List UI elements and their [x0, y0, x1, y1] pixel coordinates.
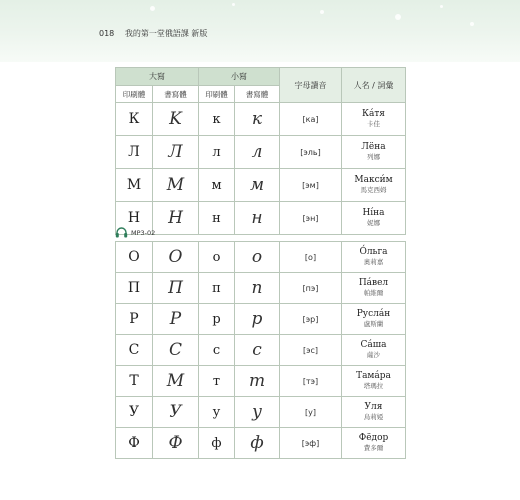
example-name — [342, 273, 406, 304]
lowercase-header: 小寫 — [199, 68, 280, 86]
name-chinese: 妮娜 — [367, 219, 380, 227]
table-row — [116, 242, 406, 273]
lowercase-printed: ф — [199, 428, 235, 459]
uppercase-handwritten: P — [153, 304, 199, 335]
lowercase-handwritten: o — [235, 242, 280, 273]
name-russian: Фёдор — [358, 433, 389, 443]
name-chinese: 帕維爾 — [363, 289, 384, 297]
uppercase-printed: С — [116, 335, 153, 366]
lowercase-handwritten: m — [235, 366, 280, 397]
name-russian: Па́вел — [358, 278, 389, 288]
table-row — [116, 202, 406, 235]
pronunciation: [эн] — [280, 202, 342, 235]
uppercase-handwritten: У — [153, 397, 199, 428]
pronunciation: [эф] — [280, 428, 342, 459]
pronunciation: [тэ] — [280, 366, 342, 397]
uppercase-printed: П — [116, 273, 153, 304]
name-chinese: 薩沙 — [367, 351, 380, 359]
lowercase-handwritten: p — [235, 304, 280, 335]
uppercase-printed: О — [116, 242, 153, 273]
lowercase-printed: т — [199, 366, 235, 397]
table-row — [116, 136, 406, 169]
lowercase-printed: п — [199, 273, 235, 304]
pronunciation: [эр] — [280, 304, 342, 335]
lowercase-printed: р — [199, 304, 235, 335]
lowercase-handwritten: н — [235, 202, 280, 235]
lowercase-printed: л — [199, 136, 235, 169]
uppercase-printed: У — [116, 397, 153, 428]
uppercase-printed: Ф — [116, 428, 153, 459]
name-chinese: 馬克西姆 — [360, 186, 387, 194]
name-chinese: 列娜 — [367, 153, 380, 161]
name-russian: О́льга — [359, 247, 388, 257]
example-name — [342, 242, 406, 273]
name-chinese: 塔瑪拉 — [363, 382, 384, 390]
uppercase-handwritten: П — [153, 273, 199, 304]
page-header-band — [0, 0, 520, 62]
table-row — [116, 428, 406, 459]
uppercase-handwritten: H — [153, 202, 199, 235]
lowercase-handwritten: у — [235, 397, 280, 428]
printed-header: 印刷體 — [116, 86, 153, 103]
lowercase-handwritten: м — [235, 169, 280, 202]
handwritten-header: 書寫體 — [235, 86, 280, 103]
pronunciation: [ка] — [280, 103, 342, 136]
uppercase-header: 大寫 — [116, 68, 199, 86]
lowercase-printed: к — [199, 103, 235, 136]
table-row — [116, 304, 406, 335]
bokeh-dot — [320, 10, 324, 14]
uppercase-handwritten: Л — [153, 136, 199, 169]
uppercase-handwritten: O — [153, 242, 199, 273]
uppercase-printed: М — [116, 169, 153, 202]
bokeh-dot — [470, 22, 474, 26]
table-row — [116, 366, 406, 397]
page-number: 018 — [99, 29, 115, 38]
pronunciation: [эм] — [280, 169, 342, 202]
name-russian: Русла́н — [356, 309, 391, 319]
example-name — [342, 169, 406, 202]
headphones-icon — [115, 227, 128, 238]
handwritten-header: 書寫體 — [153, 86, 199, 103]
alphabet-table-2 — [115, 241, 406, 459]
bokeh-dot — [232, 3, 235, 6]
bokeh-dot — [150, 6, 155, 11]
uppercase-printed: К — [116, 103, 153, 136]
page-header — [99, 28, 207, 39]
name-russian: Ні́на — [362, 208, 385, 218]
pronunciation-header: 字母讀音 — [280, 68, 342, 103]
bokeh-dot — [440, 5, 443, 8]
uppercase-printed: Р — [116, 304, 153, 335]
example-name — [342, 428, 406, 459]
name-chinese: 奧莉嘉 — [363, 258, 384, 266]
lowercase-handwritten: л — [235, 136, 280, 169]
lowercase-handwritten: n — [235, 273, 280, 304]
name-russian: Лёна — [361, 142, 386, 152]
name-russian: Уля — [364, 402, 383, 412]
table-row — [116, 273, 406, 304]
table-row — [116, 169, 406, 202]
audio-track[interactable] — [115, 227, 155, 238]
lowercase-handwritten: c — [235, 335, 280, 366]
names-header: 人名 / 詞彙 — [342, 68, 406, 103]
pronunciation: [пэ] — [280, 273, 342, 304]
example-name — [342, 103, 406, 136]
audio-track-label: MP3-02 — [131, 228, 156, 237]
table-row — [116, 397, 406, 428]
lowercase-handwritten: ф — [235, 428, 280, 459]
pronunciation: [у] — [280, 397, 342, 428]
uppercase-handwritten: M — [153, 366, 199, 397]
uppercase-printed: Н — [116, 202, 153, 235]
lowercase-printed: н — [199, 202, 235, 235]
name-chinese: 盧斯蘭 — [363, 320, 384, 328]
example-name — [342, 202, 406, 235]
uppercase-handwritten: Ф — [153, 428, 199, 459]
lowercase-printed: о — [199, 242, 235, 273]
printed-header: 印刷體 — [199, 86, 235, 103]
pronunciation: [эль] — [280, 136, 342, 169]
table-row — [116, 335, 406, 366]
name-chinese: 烏莉婭 — [363, 413, 384, 421]
uppercase-handwritten: K — [153, 103, 199, 136]
alphabet-table-1 — [115, 67, 406, 235]
example-name — [342, 136, 406, 169]
uppercase-printed: Т — [116, 366, 153, 397]
pronunciation: [эс] — [280, 335, 342, 366]
name-russian: Макси́м — [354, 175, 393, 185]
name-russian: Са́ша — [360, 340, 387, 350]
name-russian: Ка́тя — [362, 109, 385, 119]
bokeh-dot — [395, 14, 401, 20]
example-name — [342, 366, 406, 397]
name-chinese: 費多爾 — [363, 444, 384, 452]
lowercase-printed: с — [199, 335, 235, 366]
lowercase-handwritten: к — [235, 103, 280, 136]
uppercase-handwritten: M — [153, 169, 199, 202]
lowercase-printed: м — [199, 169, 235, 202]
name-russian: Тама́ра — [356, 371, 391, 381]
name-chinese: 卡佳 — [367, 120, 380, 128]
lowercase-printed: у — [199, 397, 235, 428]
example-name — [342, 397, 406, 428]
uppercase-handwritten: C — [153, 335, 199, 366]
book-title: 我的第一堂俄語課 新版 — [124, 29, 208, 38]
uppercase-printed: Л — [116, 136, 153, 169]
pronunciation: [о] — [280, 242, 342, 273]
example-name — [342, 304, 406, 335]
table-row — [116, 103, 406, 136]
example-name — [342, 335, 406, 366]
